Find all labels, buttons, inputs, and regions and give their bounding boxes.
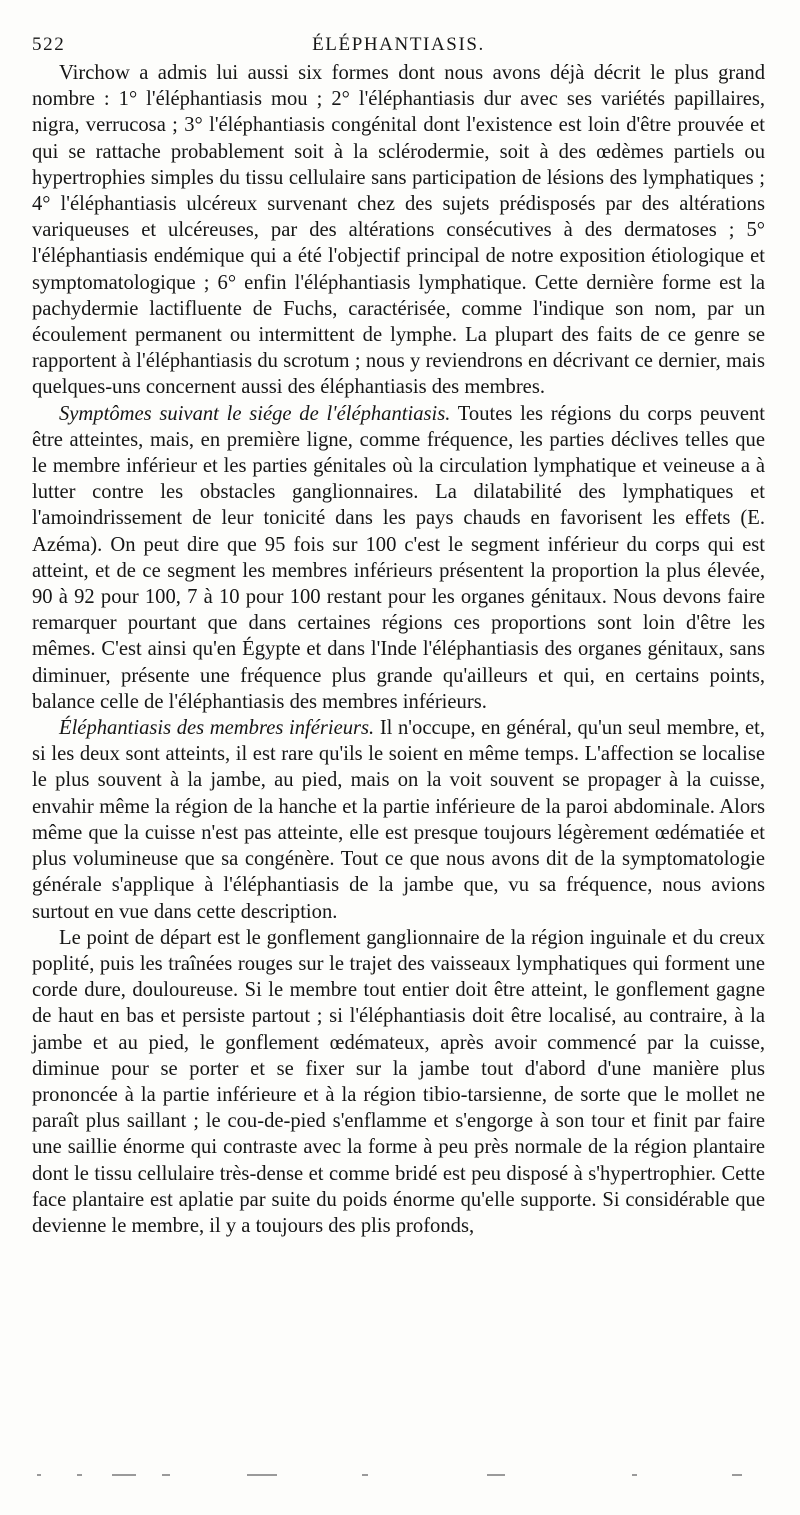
- section-heading-symptoms: Symptômes suivant le siége de l'éléphantiasis.: [59, 402, 451, 425]
- page-header: [32, 30, 765, 60]
- print-mark: [247, 1474, 277, 1476]
- paragraph-six-forms: [32, 60, 765, 401]
- paragraph-text: Toutes les régions du corps peuvent être atteintes, mais, en première ligne, comme fréquence, les parties déclives telles que le membre inférieur et les parties génitales où la circulation lymphatique et veineuse a à lutter contre les obstacles ganglionnaires. La dilatabilité des lymphatiques et l'amoindrissement de leur tonicité dans les pays chauds en favorisent les effets (E. Azéma). On peut dire que 95 fois sur 100 c'est le segment inférieur du corps qui est atteint, et de ce segment les membres inférieurs présentent la proportion la plus élevée, 90 à 92 pour 100, 7 à 10 pour 100 restant pour les organes génitaux. Nous devons faire remarquer pourtant que dans certaines régions ces proportions sont loin d'être les mêmes. C'est ainsi qu'en Égypte et dans l'Inde l'éléphantiasis des organes génitaux, sans diminuer, présente une fréquence plus grande qu'ailleurs et qui, en certains points, balance celle de l'éléphantiasis des membres inférieurs.: [32, 402, 765, 713]
- print-mark: [362, 1474, 368, 1476]
- print-mark: [162, 1474, 170, 1476]
- print-bleed-marks: [32, 1474, 765, 1480]
- body-text: [32, 60, 765, 1239]
- paragraph-text: Le point de départ est le gonflement ganglionnaire de la région inguinale et du creux poplité, puis les traînées rouges sur le trajet des vaisseaux lymphatiques qui forment une corde dure, douloureuse. Si le membre tout entier doit être atteint, le gonflement gagne de haut en bas et persiste partout ; si l'éléphantiasis doit être localisé, au contraire, à la jambe et au pied, le gonflement œdémateux, après avoir commencé par la cuisse, diminue pour se porter et se fixer sur la jambe tout d'abord d'une manière plus prononcée à la partie inférieure et à la région tibio-tarsienne, de sorte que le mollet ne paraît plus saillant ; le cou-de-pied s'enflamme et s'engorge à son tour et finit par faire une saillie énorme qui contraste avec la forme à peu près normale de la région plantaire dont le tissu cellulaire très-dense et comme bridé est peu disposé à s'hypertrophier. Cette face plantaire est aplatie par suite du poids énorme qu'elle supporte. Si considérable que devienne le membre, il y a toujours des plis profonds,: [32, 926, 765, 1237]
- page-number: 522: [32, 34, 66, 55]
- paragraph-symptoms-by-site: [32, 401, 765, 715]
- print-mark: [112, 1474, 136, 1476]
- paragraph-onset: [32, 925, 765, 1239]
- print-mark: [77, 1474, 82, 1476]
- paragraph-lower-limbs: [32, 715, 765, 925]
- print-mark: [732, 1474, 742, 1476]
- section-heading-lower-limbs: Éléphantiasis des membres inférieurs.: [59, 717, 375, 740]
- book-page: [32, 30, 765, 1239]
- print-mark: [487, 1474, 505, 1476]
- paragraph-text: Virchow a admis lui aussi six formes dont nous avons déjà décrit le plus grand nombre : 1° l'éléphantiasis mou ; 2° l'éléphantiasis dur avec ses variétés papillaires, nigra, verrucosa ; 3° l'éléphantiasis congénital dont l'existence est loin d'être prouvée et qui se rattache probablement soit à la sclérodermie, soit à des œdèmes partiels ou hypertrophies simples du tissu cellulaire sans participation de lésions des lymphatiques ; 4° l'éléphantiasis ulcéreux survenant chez des sujets prédisposés par des altérations variqueuses et ulcéreuses, par des altérations consécutives à des dermatoses ; 5° l'éléphantiasis endémique qui a été l'objectif principal de notre exposition étiologique et symptomatologique ; 6° enfin l'éléphantiasis lymphatique. Cette dernière forme est la pachydermie lactifluente de Fuchs, caractérisée, comme l'indique son nom, par un écoulement permanent ou intermittent de lymphe. La plupart des faits de ce genre se rapportent à l'éléphantiasis du scrotum ; nous y reviendrons en décrivant ce dernier, mais quelques-uns concernent aussi des éléphantiasis des membres.: [32, 62, 765, 399]
- print-mark: [37, 1474, 41, 1476]
- running-title: ÉLÉPHANTIASIS.: [312, 34, 485, 55]
- paragraph-text: Il n'occupe, en général, qu'un seul membre, et, si les deux sont atteints, il est rare qu'ils le soient en même temps. L'affection se localise le plus souvent à la jambe, au pied, mais on la voit souvent se propager à la cuisse, envahir même la région de la hanche et la partie inférieure de la paroi abdominale. Alors même que la cuisse n'est pas atteinte, elle est presque toujours légèrement œdématiée et plus volumineuse que sa congénère. Tout ce que nous avons dit de la symptomatologie générale s'applique à l'éléphantiasis de la jambe que, vu sa fréquence, nous avions surtout en vue dans cette description.: [32, 717, 765, 923]
- print-mark: [632, 1474, 637, 1476]
